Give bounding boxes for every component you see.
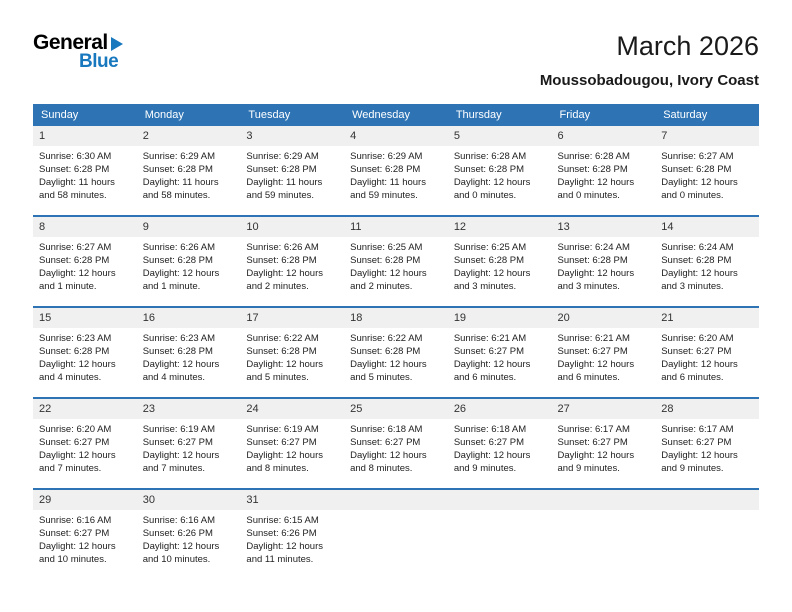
day-details	[344, 146, 448, 215]
day-details	[33, 328, 137, 397]
sunrise-text: Sunrise: 6:22 AM	[350, 333, 423, 344]
title-block	[540, 32, 759, 89]
sunrise-text: Sunrise: 6:23 AM	[142, 333, 216, 344]
sunrise-text: Sunrise: 6:26 AM	[142, 242, 216, 253]
empty-day-cell	[552, 489, 656, 579]
sunrise-text: Sunrise: 6:28 AM	[453, 151, 527, 162]
day-details	[655, 237, 759, 306]
sunrise-text: Sunrise: 6:29 AM	[142, 151, 216, 162]
sunset-text: Sunset: 6:27 PM	[453, 346, 525, 357]
day-cell	[344, 307, 448, 398]
sunrise-text: Sunrise: 6:20 AM	[661, 333, 734, 344]
sunset-text: Sunset: 6:28 PM	[39, 346, 110, 357]
sunrise-text: Sunrise: 6:25 AM	[453, 242, 527, 253]
daylight-text: Daylight: 11 hours and 58 minutes.	[142, 177, 219, 201]
daylight-text: Daylight: 12 hours and 0 minutes.	[453, 177, 531, 201]
week-row	[33, 398, 759, 489]
sunrise-text: Sunrise: 6:30 AM	[39, 151, 112, 162]
daylight-text: Daylight: 12 hours and 3 minutes.	[453, 268, 531, 292]
week-row	[33, 307, 759, 398]
day-number: 30	[137, 490, 241, 510]
sunrise-text: Sunrise: 6:24 AM	[661, 242, 734, 253]
daylight-text: Daylight: 12 hours and 0 minutes.	[557, 177, 635, 201]
day-number: 24	[240, 399, 344, 419]
sunrise-text: Sunrise: 6:29 AM	[350, 151, 423, 162]
day-cell	[655, 126, 759, 216]
day-cell	[137, 489, 241, 579]
day-number: 15	[33, 308, 137, 328]
day-number	[448, 490, 552, 510]
calendar-body	[33, 126, 759, 579]
page-header	[33, 32, 759, 89]
sunrise-text: Sunrise: 6:28 AM	[557, 151, 630, 162]
day-number: 14	[655, 217, 759, 237]
month-title: March 2026	[616, 31, 759, 61]
sunset-text: Sunset: 6:27 PM	[39, 437, 110, 448]
day-cell	[33, 489, 137, 579]
day-details	[33, 510, 137, 579]
sunrise-text: Sunrise: 6:17 AM	[661, 424, 734, 435]
daylight-text: Daylight: 12 hours and 10 minutes.	[39, 541, 116, 565]
sunrise-text: Sunrise: 6:19 AM	[142, 424, 216, 435]
day-cell	[240, 126, 344, 216]
day-details	[137, 510, 241, 579]
day-details	[448, 328, 552, 397]
calendar-head	[33, 104, 759, 126]
day-details	[344, 510, 448, 579]
day-cell	[137, 307, 241, 398]
week-row	[33, 126, 759, 216]
day-number: 18	[344, 308, 448, 328]
sunrise-text: Sunrise: 6:16 AM	[39, 515, 112, 526]
sunset-text: Sunset: 6:28 PM	[142, 255, 213, 266]
sunset-text: Sunset: 6:27 PM	[661, 437, 732, 448]
day-cell	[552, 307, 656, 398]
day-number: 17	[240, 308, 344, 328]
sunrise-text: Sunrise: 6:18 AM	[453, 424, 527, 435]
day-cell	[552, 126, 656, 216]
sunset-text: Sunset: 6:28 PM	[350, 346, 421, 357]
day-number: 10	[240, 217, 344, 237]
sunset-text: Sunset: 6:28 PM	[350, 164, 421, 175]
weekday-header-wednesday: Wednesday	[344, 104, 448, 126]
sunset-text: Sunset: 6:28 PM	[246, 164, 317, 175]
day-details	[552, 146, 656, 215]
sunset-text: Sunset: 6:28 PM	[557, 255, 628, 266]
day-details	[344, 328, 448, 397]
day-details	[448, 510, 552, 579]
day-cell	[344, 398, 448, 489]
daylight-text: Daylight: 12 hours and 4 minutes.	[39, 359, 116, 383]
sunset-text: Sunset: 6:26 PM	[142, 528, 213, 539]
day-details	[655, 510, 759, 579]
sunrise-text: Sunrise: 6:29 AM	[246, 151, 319, 162]
weekday-header-thursday: Thursday	[448, 104, 552, 126]
day-cell	[344, 126, 448, 216]
week-row	[33, 489, 759, 579]
day-cell	[240, 398, 344, 489]
day-cell	[448, 398, 552, 489]
daylight-text: Daylight: 11 hours and 59 minutes.	[350, 177, 426, 201]
day-number: 5	[448, 126, 552, 146]
logo-text-blue: Blue	[79, 51, 119, 72]
day-details	[137, 237, 241, 306]
sunrise-text: Sunrise: 6:26 AM	[246, 242, 319, 253]
day-cell	[240, 489, 344, 579]
sunrise-text: Sunrise: 6:27 AM	[661, 151, 734, 162]
day-cell	[655, 307, 759, 398]
day-cell	[655, 216, 759, 307]
day-number: 12	[448, 217, 552, 237]
day-details	[655, 419, 759, 488]
day-cell	[240, 307, 344, 398]
day-cell	[137, 398, 241, 489]
sunset-text: Sunset: 6:28 PM	[39, 255, 110, 266]
sunrise-text: Sunrise: 6:15 AM	[246, 515, 319, 526]
general-blue-logo	[33, 32, 123, 71]
sunset-text: Sunset: 6:27 PM	[557, 346, 628, 357]
day-number: 1	[33, 126, 137, 146]
daylight-text: Daylight: 12 hours and 3 minutes.	[557, 268, 635, 292]
sunset-text: Sunset: 6:28 PM	[453, 164, 525, 175]
day-details	[137, 146, 241, 215]
day-details	[33, 237, 137, 306]
day-details	[552, 237, 656, 306]
day-number: 11	[344, 217, 448, 237]
day-details	[552, 510, 656, 579]
sunrise-text: Sunrise: 6:21 AM	[557, 333, 630, 344]
day-number: 7	[655, 126, 759, 146]
sunrise-text: Sunrise: 6:17 AM	[557, 424, 630, 435]
day-number: 16	[137, 308, 241, 328]
day-details	[240, 510, 344, 579]
logo-triangle-icon	[111, 37, 123, 51]
day-number: 28	[655, 399, 759, 419]
day-number: 13	[552, 217, 656, 237]
weekday-header-sunday: Sunday	[33, 104, 137, 126]
day-details	[552, 328, 656, 397]
day-number: 22	[33, 399, 137, 419]
daylight-text: Daylight: 12 hours and 1 minute.	[39, 268, 116, 292]
weekday-header-monday: Monday	[137, 104, 241, 126]
sunrise-text: Sunrise: 6:22 AM	[246, 333, 319, 344]
sunset-text: Sunset: 6:28 PM	[453, 255, 525, 266]
day-number: 21	[655, 308, 759, 328]
day-cell	[655, 398, 759, 489]
logo-line-top	[33, 32, 123, 53]
day-number: 4	[344, 126, 448, 146]
day-cell	[33, 126, 137, 216]
sunset-text: Sunset: 6:27 PM	[661, 346, 732, 357]
day-details	[655, 146, 759, 215]
sunset-text: Sunset: 6:28 PM	[557, 164, 628, 175]
day-number: 29	[33, 490, 137, 510]
day-number: 25	[344, 399, 448, 419]
sunrise-text: Sunrise: 6:23 AM	[39, 333, 112, 344]
weekday-header-tuesday: Tuesday	[240, 104, 344, 126]
day-number: 23	[137, 399, 241, 419]
location-subtitle: Moussobadougou, Ivory Coast	[539, 71, 759, 89]
day-cell	[240, 216, 344, 307]
sunrise-text: Sunrise: 6:24 AM	[557, 242, 630, 253]
day-number	[344, 490, 448, 510]
sunset-text: Sunset: 6:28 PM	[246, 255, 317, 266]
sunset-text: Sunset: 6:27 PM	[246, 437, 317, 448]
sunset-text: Sunset: 6:27 PM	[557, 437, 628, 448]
sunset-text: Sunset: 6:28 PM	[246, 346, 317, 357]
empty-day-cell	[448, 489, 552, 579]
weekday-header-row	[33, 104, 759, 126]
sunset-text: Sunset: 6:27 PM	[453, 437, 525, 448]
daylight-text: Daylight: 12 hours and 10 minutes.	[142, 541, 220, 565]
daylight-text: Daylight: 12 hours and 4 minutes.	[142, 359, 220, 383]
day-number	[655, 490, 759, 510]
day-details	[137, 328, 241, 397]
weekday-header-saturday: Saturday	[655, 104, 759, 126]
day-cell	[552, 398, 656, 489]
day-cell	[552, 216, 656, 307]
day-details	[240, 419, 344, 488]
day-cell	[344, 216, 448, 307]
day-cell	[448, 216, 552, 307]
daylight-text: Daylight: 12 hours and 8 minutes.	[350, 450, 427, 474]
daylight-text: Daylight: 12 hours and 6 minutes.	[557, 359, 635, 383]
day-number: 19	[448, 308, 552, 328]
day-cell	[33, 398, 137, 489]
day-cell	[137, 126, 241, 216]
day-cell	[137, 216, 241, 307]
daylight-text: Daylight: 12 hours and 2 minutes.	[246, 268, 323, 292]
sunrise-text: Sunrise: 6:25 AM	[350, 242, 423, 253]
daylight-text: Daylight: 11 hours and 59 minutes.	[246, 177, 323, 201]
daylight-text: Daylight: 12 hours and 8 minutes.	[246, 450, 323, 474]
daylight-text: Daylight: 12 hours and 9 minutes.	[557, 450, 635, 474]
day-details	[240, 237, 344, 306]
day-number: 8	[33, 217, 137, 237]
week-row	[33, 216, 759, 307]
sunset-text: Sunset: 6:26 PM	[246, 528, 317, 539]
day-details	[240, 328, 344, 397]
sunrise-text: Sunrise: 6:16 AM	[142, 515, 216, 526]
day-details	[240, 146, 344, 215]
sunset-text: Sunset: 6:28 PM	[142, 164, 213, 175]
daylight-text: Daylight: 12 hours and 3 minutes.	[661, 268, 738, 292]
sunrise-text: Sunrise: 6:20 AM	[39, 424, 112, 435]
day-details	[448, 419, 552, 488]
day-number: 27	[552, 399, 656, 419]
day-details	[448, 237, 552, 306]
day-number: 20	[552, 308, 656, 328]
day-cell	[448, 307, 552, 398]
empty-day-cell	[655, 489, 759, 579]
daylight-text: Daylight: 12 hours and 0 minutes.	[661, 177, 738, 201]
daylight-text: Daylight: 12 hours and 1 minute.	[142, 268, 220, 292]
day-details	[137, 419, 241, 488]
sunrise-text: Sunrise: 6:27 AM	[39, 242, 112, 253]
sunrise-text: Sunrise: 6:18 AM	[350, 424, 423, 435]
sunset-text: Sunset: 6:28 PM	[350, 255, 421, 266]
sunset-text: Sunset: 6:28 PM	[142, 346, 213, 357]
daylight-text: Daylight: 12 hours and 11 minutes.	[246, 541, 323, 565]
daylight-text: Daylight: 12 hours and 7 minutes.	[39, 450, 116, 474]
daylight-text: Daylight: 11 hours and 58 minutes.	[39, 177, 115, 201]
daylight-text: Daylight: 12 hours and 2 minutes.	[350, 268, 427, 292]
day-number	[552, 490, 656, 510]
sunrise-text: Sunrise: 6:19 AM	[246, 424, 319, 435]
day-number: 26	[448, 399, 552, 419]
daylight-text: Daylight: 12 hours and 5 minutes.	[246, 359, 323, 383]
daylight-text: Daylight: 12 hours and 9 minutes.	[453, 450, 531, 474]
day-details	[33, 419, 137, 488]
sunset-text: Sunset: 6:27 PM	[350, 437, 421, 448]
daylight-text: Daylight: 12 hours and 9 minutes.	[661, 450, 738, 474]
day-details	[655, 328, 759, 397]
daylight-text: Daylight: 12 hours and 7 minutes.	[142, 450, 220, 474]
sunset-text: Sunset: 6:28 PM	[661, 164, 732, 175]
day-details	[552, 419, 656, 488]
daylight-text: Daylight: 12 hours and 5 minutes.	[350, 359, 427, 383]
day-details	[344, 237, 448, 306]
day-cell	[448, 126, 552, 216]
day-details	[448, 146, 552, 215]
day-number: 2	[137, 126, 241, 146]
day-details	[344, 419, 448, 488]
day-cell	[33, 307, 137, 398]
sunrise-text: Sunrise: 6:21 AM	[453, 333, 527, 344]
daylight-text: Daylight: 12 hours and 6 minutes.	[453, 359, 531, 383]
sunset-text: Sunset: 6:28 PM	[661, 255, 732, 266]
day-number: 6	[552, 126, 656, 146]
day-cell	[33, 216, 137, 307]
calendar-table	[33, 104, 759, 579]
daylight-text: Daylight: 12 hours and 6 minutes.	[661, 359, 738, 383]
day-details	[33, 146, 137, 215]
day-number: 31	[240, 490, 344, 510]
sunset-text: Sunset: 6:27 PM	[39, 528, 110, 539]
weekday-header-friday: Friday	[552, 104, 656, 126]
logo-text-general: General	[33, 31, 108, 54]
sunset-text: Sunset: 6:28 PM	[39, 164, 110, 175]
day-number: 9	[137, 217, 241, 237]
empty-day-cell	[344, 489, 448, 579]
day-number: 3	[240, 126, 344, 146]
sunset-text: Sunset: 6:27 PM	[142, 437, 213, 448]
